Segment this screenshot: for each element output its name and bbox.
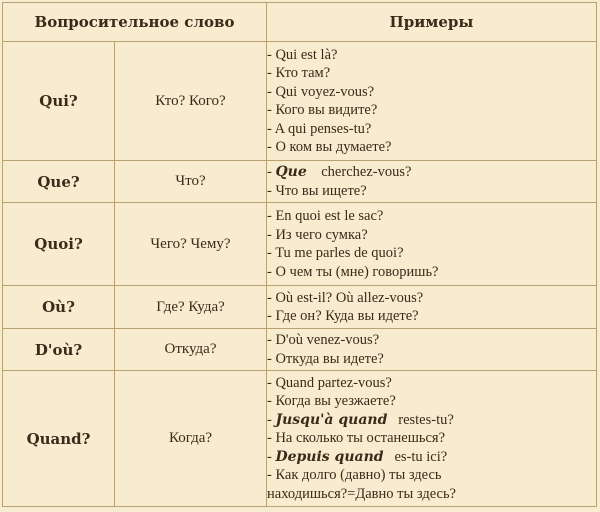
examples-cell xyxy=(267,161,597,203)
example-rest: es-tu ici? xyxy=(394,448,448,465)
translation: Где? Куда? xyxy=(115,286,267,329)
example-line: - D'où venez-vous? xyxy=(267,332,380,348)
translation: Чего? Чему? xyxy=(115,203,267,286)
example-line: - Tu me parles de quoi? xyxy=(267,245,404,261)
table-row xyxy=(3,371,597,507)
example-line: - Quand partez-vous? xyxy=(267,374,392,391)
example-line: - Où est-il? Où allez-vous? xyxy=(267,289,424,306)
example-line: - Кого вы видите? xyxy=(267,102,378,118)
example-highlight: Depuis quand xyxy=(275,448,384,465)
translation: Кто? Кого? xyxy=(115,42,267,161)
example-line: - Когда вы уезжаете? xyxy=(267,393,396,410)
table-row xyxy=(3,286,597,329)
example-line: - На сколько ты останешься? xyxy=(267,430,446,447)
translation: Откуда? xyxy=(115,329,267,371)
example-line: - A qui penses-tu? xyxy=(267,120,372,137)
examples-cell xyxy=(267,42,597,161)
example-prefix: - xyxy=(267,164,276,180)
table-row xyxy=(3,203,597,286)
examples-cell xyxy=(267,371,597,507)
example-line xyxy=(267,448,596,467)
example-line xyxy=(267,411,596,430)
example-line: - Кто там? xyxy=(267,65,331,81)
question-words-table xyxy=(2,2,597,507)
example-line: - Qui est là? xyxy=(267,46,338,63)
question-word: Quoi? xyxy=(3,203,115,286)
table-row xyxy=(3,161,597,203)
example-prefix: - xyxy=(267,411,276,428)
example-line: - Где он? Куда вы идете? xyxy=(267,308,419,324)
example-rest: restes-tu? xyxy=(398,411,454,428)
example-line: - Из чего сумка? xyxy=(267,226,368,243)
question-word: Où? xyxy=(3,286,115,329)
example-line: - Откуда вы идете? xyxy=(267,350,384,367)
question-word: Qui? xyxy=(3,42,115,161)
example-rest: cherchez-vous? xyxy=(321,164,412,180)
example-line: - О чем ты (мне) говоришь? xyxy=(267,263,439,280)
example-line: - Что вы ищете? xyxy=(267,182,367,199)
table-header-row xyxy=(3,3,597,42)
example-line xyxy=(267,163,596,182)
example-line: - En quoi est le sac? xyxy=(267,208,384,224)
example-prefix: - xyxy=(267,448,276,465)
example-highlight: Jusqu'à quand xyxy=(275,411,388,428)
translation: Что? xyxy=(115,161,267,203)
examples-cell xyxy=(267,203,597,286)
question-word: D'où? xyxy=(3,329,115,371)
example-highlight: Que xyxy=(275,164,307,180)
header-question-word: Вопросительное слово xyxy=(3,3,267,42)
translation: Когда? xyxy=(115,371,267,507)
example-line: - Qui voyez-vous? xyxy=(267,83,375,100)
example-line: - О ком вы думаете? xyxy=(267,139,392,155)
table-row xyxy=(3,42,597,161)
header-examples: Примеры xyxy=(267,3,597,42)
question-word: Que? xyxy=(3,161,115,203)
example-line: - Как долго (давно) ты здесь xyxy=(267,467,442,484)
examples-cell xyxy=(267,329,597,371)
example-line: находишься?=Давно ты здесь? xyxy=(267,485,456,502)
table-row xyxy=(3,329,597,371)
question-word: Quand? xyxy=(3,371,115,507)
examples-cell xyxy=(267,286,597,329)
